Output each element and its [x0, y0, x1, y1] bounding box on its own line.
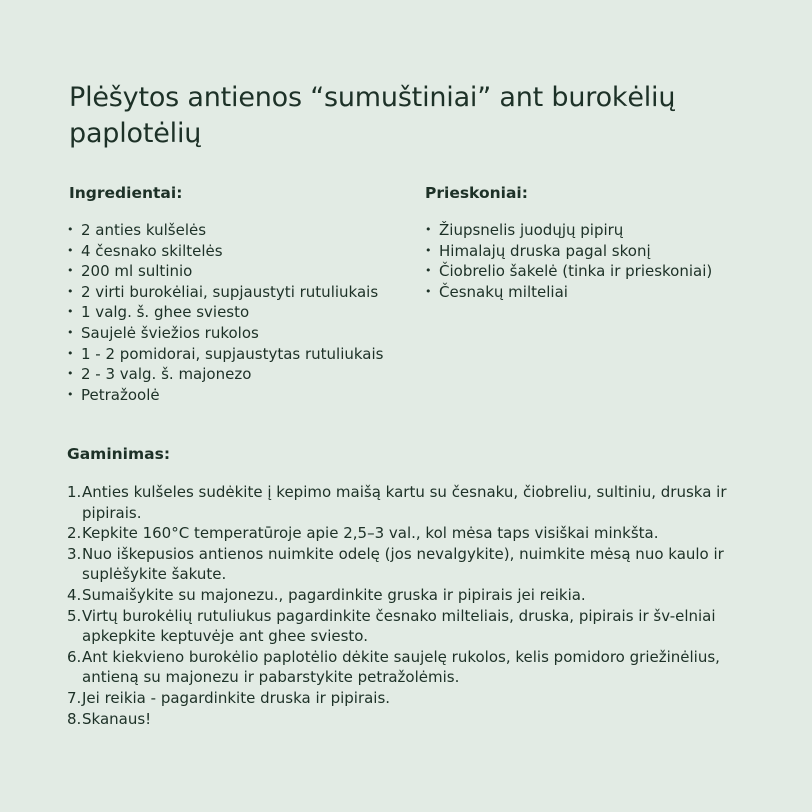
step-text: Kepkite 160°C temperatūroje apie 2,5–3 val., kol mėsa taps visiškai minkšta. [82, 524, 659, 543]
step-number: 5. [67, 606, 82, 625]
ingredients-heading: Ingredientai: [69, 184, 183, 202]
method-step [67, 523, 767, 544]
ingredient-item: • Petražoolė [67, 385, 383, 406]
step-number: 3. [67, 544, 82, 563]
step-number: 4. [67, 585, 82, 604]
spices-heading: Prieskoniai: [425, 184, 528, 202]
step-text: Nuo iškepusios antienos nuimkite odelę (jos nevalgykite), nuimkite mėsą nuo kaulo ir suplėšykite šakute. [82, 544, 724, 584]
method-step [67, 544, 767, 585]
ingredient-item: • Saujelė šviežios rukolos [67, 323, 383, 344]
ingredient-item: • 2 anties kulšelės [67, 220, 383, 241]
step-text: Skanaus! [82, 709, 152, 728]
method-step [67, 647, 767, 688]
step-number: 7. [67, 688, 82, 707]
ingredient-item: • 2 - 3 valg. š. majonezo [67, 364, 383, 385]
step-text: Anties kulšeles sudėkite į kepimo maišą kartu su česnaku, čiobreliu, sultiniu, druska ir pipirais. [82, 483, 727, 522]
step-number: 1. [67, 483, 82, 501]
step-number: 8. [67, 709, 82, 728]
spice-item: • Česnakų milteliai [425, 282, 712, 303]
step-text: Jei reikia - pagardinkite druska ir pipirais. [82, 688, 391, 707]
ingredient-item: • 200 ml sultinio [67, 261, 383, 282]
method-heading: Gaminimas: [67, 445, 171, 463]
spice-item: • Himalajų druska pagal skonį [425, 241, 712, 262]
step-number: 6. [67, 647, 82, 666]
ingredient-item: • 1 valg. š. ghee sviesto [67, 302, 383, 323]
ingredients-list [67, 220, 383, 405]
spice-item: • Čiobrelio šakelė (tinka ir prieskoniai) [425, 261, 712, 282]
method-step [67, 709, 767, 730]
recipe-title: Plėšytos antienos “sumuštiniai” ant burokėlių paplotėlių [69, 82, 676, 149]
method-step [67, 585, 767, 606]
step-number: 2. [67, 524, 82, 543]
method-step [67, 688, 767, 709]
spices-list [425, 220, 712, 302]
ingredient-item: • 1 - 2 pomidorai, supjaustytas rutuliukais [67, 344, 383, 365]
method-step [67, 606, 767, 647]
ingredient-item: • 2 virti burokėliai, supjaustyti rutuliukais [67, 282, 383, 303]
step-text: Virtų burokėlių rutuliukus pagardinkite česnako milteliais, druska, pipirais ir šv-elniai apkepkite keptuvėje ant ghee sviesto. [82, 606, 716, 646]
step-text: Ant kiekvieno burokėlio paplotėlio dėkite saujelę rukolos, kelis pomidoro griežinėlius, antieną su majonezu ir pabarstykite petražolėmis. [82, 647, 720, 687]
method-step [67, 482, 767, 523]
method-steps [67, 482, 767, 729]
step-text: Sumaišykite su majonezu., pagardinkite gruska ir pipirais jei reikia. [82, 585, 586, 604]
ingredient-item: • 4 česnako skiltelės [67, 241, 383, 262]
spice-item: • Žiupsnelis juodųjų pipirų [425, 220, 712, 241]
